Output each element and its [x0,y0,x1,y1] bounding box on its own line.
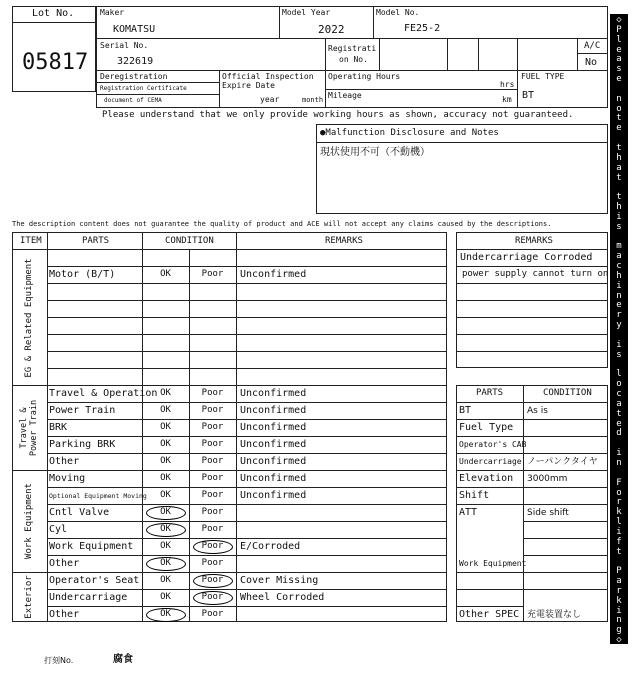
row-ok: OK [160,507,171,517]
sidebar-char: e [616,123,622,134]
deregistration-label: Deregistration [100,72,168,81]
spec-value: 3000mm [527,474,568,484]
row-poor: Poor [201,575,224,585]
ok-circle-mark [146,608,186,622]
row-ok: OK [160,524,171,534]
ok-circle-mark [146,557,186,571]
spec-part: Other SPEC [459,609,520,620]
sidebar-char: e [616,300,622,311]
row-remark: E/Corroded [240,541,301,552]
ac-value: No [585,57,598,68]
sidebar-char: r [616,585,622,596]
sidebar-char: l [616,517,622,528]
sidebar-char: o [616,103,622,114]
row-poor: Poor [201,388,224,398]
row-part: Cyl [49,524,68,535]
row-poor: Poor [201,524,224,534]
fuel-type-value: BT [522,90,535,101]
sidebar-char: e [616,44,622,55]
sidebar-char: n [616,615,622,626]
right-remark-line-2: power supply cannot turn on [462,269,609,279]
group-label-eg: EG & Related Equipment [24,258,34,378]
sidebar-char: r [616,497,622,508]
row-ok: OK [160,609,171,619]
row-ok: OK [160,422,171,432]
row-ok: OK [160,269,171,279]
maker-value: KOMATSU [113,24,156,35]
row-part: Other [49,609,80,620]
sidebar-char: e [616,418,622,429]
row-remark: Unconfirmed [240,456,307,467]
poor-circle-mark [193,591,233,605]
sidebar-char: m [616,241,622,252]
row-remark: Unconfirmed [240,439,307,450]
lot-number: 05817 [22,50,89,75]
row-poor: Poor [201,490,224,500]
group-label-travel: Travel & Power Train [19,399,39,457]
inspection-label: Official Inspection [222,72,314,81]
row-ok: OK [160,405,171,415]
sidebar-char: P [616,24,622,35]
sidebar-char: t [616,113,622,124]
row-ok: OK [160,575,171,585]
sidebar-char: c [616,389,622,400]
sidebar-char: a [616,54,622,65]
row-poor: Poor [201,405,224,415]
row-remark: Unconfirmed [240,405,307,416]
sidebar-char: s [616,349,622,360]
parts-header: PARTS [82,236,110,246]
spec-part: Elevation [459,473,514,484]
malfunction-title: ●Malfunction Disclosure and Notes [320,128,499,138]
serial-value: 322619 [117,56,154,67]
row-part: Cntl Valve [49,507,110,518]
sidebar-char: h [616,202,622,213]
registration-label-2: on No. [339,55,368,64]
sidebar-char: F [616,477,622,488]
row-poor: Poor [201,507,224,517]
sidebar-char: h [616,152,622,163]
row-part: Power Train [49,405,116,416]
spec-part: BT [459,405,472,416]
row-part: Moving [49,473,86,484]
poor-circle-mark [193,574,233,588]
year-label: year [260,95,280,104]
sidebar-char: o [616,379,622,390]
row-remark: Cover Missing [240,575,319,586]
sidebar-char: c [616,261,622,272]
sidebar-char: a [616,576,622,587]
item-header: ITEM [20,236,42,246]
row-remark: Unconfirmed [240,269,307,280]
spec-part: Work Equipment [459,559,527,568]
sidebar-char: ◇ [616,15,622,25]
sidebar-char: l [616,34,622,45]
hrs-label: hrs [500,80,515,89]
sidebar-char: k [616,507,622,518]
disclaimer: The description content does not guarantee the quality of product and ACE will not accept any claims caused by the descriptions. [12,220,552,228]
sidebar-char: t [616,408,622,419]
sidebar-char: s [616,64,622,75]
group-label-exterior: Exterior [24,575,34,619]
row-ok: OK [160,456,171,466]
row-remark: Wheel Corroded [240,592,325,603]
hours-notice: Please understand that we only provide working hours as shown, accuracy not guaranteed. [102,110,574,120]
sidebar-char: n [616,457,622,468]
sidebar-char: n [616,93,622,104]
ok-circle-mark [146,506,186,520]
sidebar-char: i [616,448,622,459]
row-part: Parking BRK [49,439,116,450]
row-poor: Poor [201,473,224,483]
sidebar-char: a [616,251,622,262]
sidebar-char: h [616,270,622,281]
poor-circle-mark [193,540,233,554]
sidebar-char: o [616,487,622,498]
inspection-label-2: Expire Date [222,81,275,90]
group-label-work: Work Equipment [24,483,34,559]
model-year-label: Model Year [282,8,331,17]
malfunction-text: 現状使用不可（不動機） [320,147,430,158]
spec-value: 充電装置なし [527,610,582,620]
ac-label: A/C [584,41,601,51]
row-remark: Unconfirmed [240,490,307,501]
sidebar-char: i [616,211,622,222]
row-ok: OK [160,439,171,449]
spec-value: ノーパンクタイヤ [527,457,598,467]
row-poor: Poor [201,609,224,619]
row-part: BRK [49,422,68,433]
model-year-value: 2022 [318,23,345,36]
row-part: Motor (B/T) [49,269,116,280]
sidebar-char: l [616,369,622,380]
spec-value: Side shift [527,508,569,518]
sidebar-char: i [616,605,622,616]
row-ok: OK [160,388,171,398]
sidebar-char: t [616,192,622,203]
row-poor: Poor [201,439,224,449]
sidebar-char: d [616,428,622,439]
row-part: Work Equipment [49,541,134,552]
sidebar-char: e [616,74,622,85]
remarks-header: REMARKS [325,236,363,246]
sidebar-char: t [616,142,622,153]
sidebar-char: a [616,162,622,173]
spec-part: ATT [459,507,478,518]
sidebar-char: f [616,536,622,547]
sidebar-char: y [616,320,622,331]
ok-circle-mark [146,523,186,537]
sidebar-char: i [616,339,622,350]
spec-part: Operator's CAB [459,440,527,449]
specs-condition-header: CONDITION [543,388,592,398]
sidebar-char: i [616,280,622,291]
row-ok: OK [160,473,171,483]
model-no-label: Model No. [376,8,420,17]
spec-part: Shift [459,490,490,501]
row-part: Travel & Operation [49,388,158,399]
sidebar-char: i [616,526,622,537]
row-poor: Poor [201,541,224,551]
month-label: month [302,96,324,104]
sidebar-char: t [616,172,622,183]
sidebar-char: P [616,566,622,577]
right-remarks-header: REMARKS [515,236,553,246]
row-remark: Unconfirmed [240,473,307,484]
row-remark: Unconfirmed [240,388,307,399]
maker-label: Maker [100,8,125,17]
specs-parts-header: PARTS [476,388,504,398]
stamp-no-value: 腐食 [113,654,133,665]
row-poor: Poor [201,456,224,466]
row-part: Other [49,558,80,569]
sidebar-char: r [616,310,622,321]
row-remark: Unconfirmed [240,422,307,433]
spec-part: Fuel Type [459,422,514,433]
row-ok: OK [160,592,171,602]
fuel-type-label: FUEL TYPE [521,72,565,81]
row-poor: Poor [201,422,224,432]
right-remark-line-1: Undercarriage Corroded [460,252,593,263]
row-ok: OK [160,490,171,500]
row-part: Operator's Seat [49,575,140,586]
row-ok: OK [160,558,171,568]
spec-value: As is [527,406,548,416]
stamp-no-label: 打刻No. [44,656,74,665]
row-poor: Poor [201,592,224,602]
sidebar-char: n [616,290,622,301]
sidebar-char: t [616,546,622,557]
cema-label: document of CEMA [104,97,162,104]
mileage-label: Mileage [328,91,362,100]
condition-header: CONDITION [165,236,214,246]
location-sidebar [610,14,628,644]
km-label: km [502,95,512,104]
serial-label: Serial No. [100,41,149,50]
reg-cert-label: Registration Certificate [100,85,187,92]
sidebar-char: a [616,398,622,409]
row-part: Other [49,456,80,467]
sidebar-char: k [616,595,622,606]
row-part: Optional Equipment Moving [49,492,147,500]
registration-label: Registrati [328,44,377,53]
row-poor: Poor [201,558,224,568]
model-no-value: FE25-2 [404,23,441,34]
sidebar-char: g [616,625,622,636]
lot-label: Lot No. [32,8,75,19]
spec-part: Undercarriage [459,457,522,466]
operating-hours-label: Operating Hours [328,72,401,81]
row-part: Undercarriage [49,592,128,603]
sidebar-char: ◇ [616,635,622,646]
sidebar-char: s [616,221,622,232]
row-ok: OK [160,541,171,551]
row-poor: Poor [201,269,224,279]
